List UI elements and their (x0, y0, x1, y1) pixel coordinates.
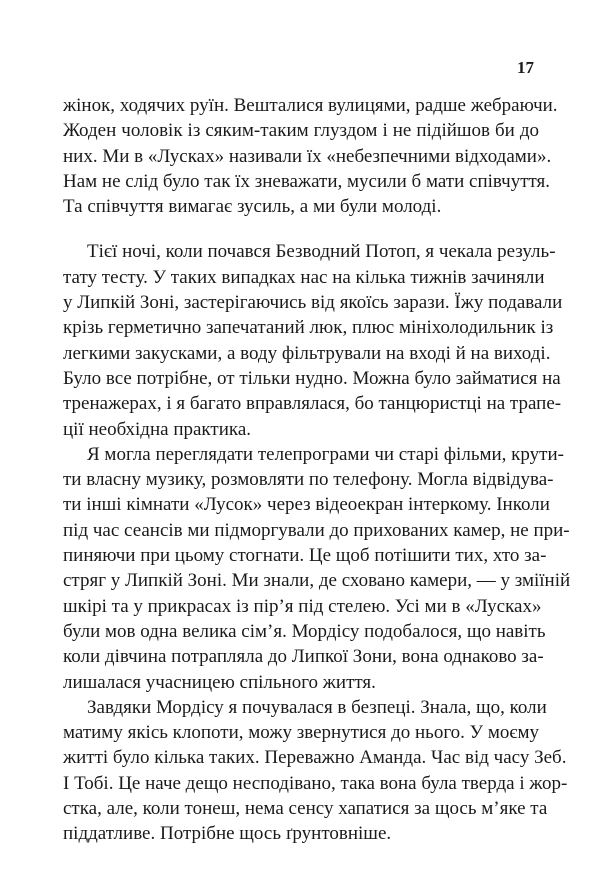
text-line: Завдяки Мордісу я почувалася в безпеці. Знала, що, коли (87, 696, 547, 718)
text-line: пиняючи при цьому стогнати. Це щоб потішити тих, хто за- (63, 545, 547, 567)
text-line: легкими закусками, а воду фільтрували на вході й на виході. (63, 342, 551, 364)
text-line: були мов одна велика сім’я. Мордісу подобалося, що навіть (63, 620, 546, 642)
text-line: у Липкій Зоні, застерігаючись від якоїсь зарази. Їжу подавали (63, 292, 563, 314)
paragraph-2 (63, 239, 563, 441)
paragraph-4 (63, 695, 568, 847)
text-line: тату тесту. У таких випадках нас на кілька тижнів зачиняли (63, 266, 545, 288)
text-line: під час сеансів ми підморгували до прихованих камер, не при- (63, 519, 570, 541)
text-line: тренажерах, і я багато вправлялася, бо танцюристці на трапе- (63, 393, 562, 415)
paragraph-1 (63, 93, 558, 219)
text-line: Жоден чоловік із сяким-таким глуздом і не підійшов би до (63, 120, 539, 142)
text-line: коли дівчина потрапляла до Липкої Зони, вона однаково за- (63, 646, 544, 668)
text-line: піддатливе. Потрібне щось ґрунтовніше. (63, 823, 392, 845)
section-gap (63, 219, 539, 239)
text-line: І Тобі. Це наче дещо несподівано, така вона була тверда і жор- (63, 772, 568, 794)
text-line: Я могла переглядати телепрограми чи старі фільми, крути- (87, 443, 564, 465)
paragraph-3 (63, 442, 571, 695)
text-line: крізь герметично запечатаний люк, плюс мініхолодильник із (63, 317, 554, 339)
text-line: Було все потрібне, от тільки нудно. Можна було займатися на (63, 367, 561, 389)
text-line: ти інші кімнати «Лусок» через відеоекран інтеркому. Інколи (63, 494, 550, 516)
text-line: лишалася учасницею спільного життя. (63, 671, 376, 693)
text-line: шкірі та у прикрасах із пір’я під стелею. Усі ми в «Лусках» (63, 595, 542, 617)
text-line: стка, але, коли тонеш, нема сенсу хапатися за щось м’яке та (63, 798, 548, 820)
text-line: житті було кілька таких. Переважно Аманда. Час від часу Зеб. (63, 747, 567, 769)
text-line: Та співчуття вимагає зусиль, а ми були молоді. (63, 196, 442, 218)
text-line: жінок, ходячих руїн. Вешталися вулицями, радше жебраючи. (63, 95, 558, 116)
text-line: ти власну музику, розмовляти по телефону. Могла відвідува- (63, 469, 554, 491)
text-line: матиму якісь клопоти, можу звернутися до нього. У моєму (63, 722, 540, 744)
page-number: 17 (517, 58, 534, 77)
text-line: Тієї ночі, коли почався Безводний Потоп, я чекала резуль- (87, 241, 556, 263)
text-line: стряг у Липкій Зоні. Ми знали, де сховано камери, — у зміїній (63, 570, 571, 592)
text-line: ції необхідна практика. (63, 418, 251, 440)
body-text (63, 93, 571, 847)
text-line: них. Ми в «Лусках» називали їх «небезпечними відходами». (63, 145, 552, 167)
text-line: Нам не слід було так їх зневажати, мусили б мати співчуття. (63, 170, 551, 192)
